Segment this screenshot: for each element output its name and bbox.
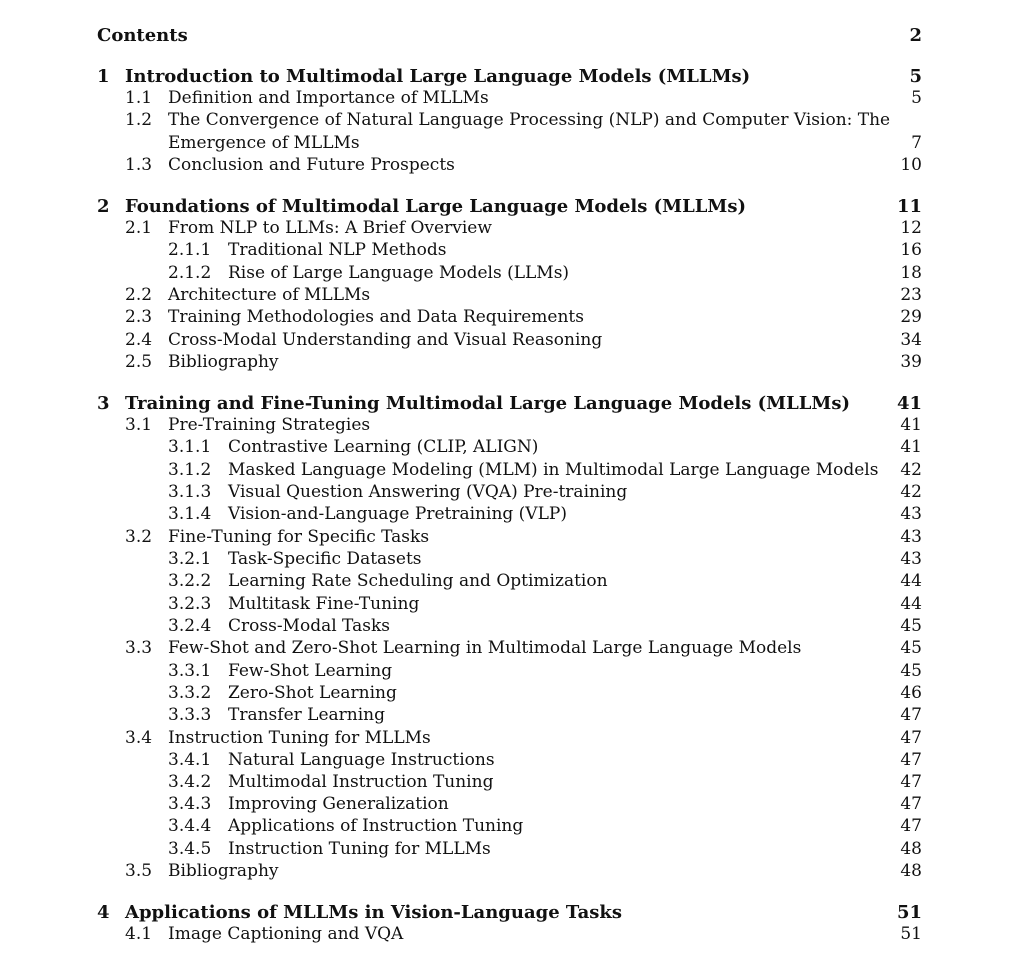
toc-page-number: 11: [896, 196, 922, 217]
toc-entry-title: Instruction Tuning for MLLMs: [168, 728, 431, 748]
toc-page-number: 45: [900, 661, 922, 681]
toc-page-number: 44: [900, 571, 922, 591]
toc-entry-title: Contrastive Learning (CLIP, ALIGN): [228, 437, 539, 457]
toc-entry-title: Applications of Instruction Tuning: [228, 816, 524, 836]
toc-entry-title: Definition and Importance of MLLMs: [168, 88, 489, 108]
toc-entry-number: 3.1.2: [168, 460, 212, 480]
toc-page-number: 5: [911, 88, 922, 108]
toc-chapter[interactable]: [97, 901, 922, 924]
toc-entry-number: 1.3: [125, 155, 153, 175]
toc-entry-number: 3.4: [125, 728, 153, 748]
toc-entry-title: Masked Language Modeling (MLM) in Multimodal Large Language Models: [228, 460, 879, 480]
toc-entry-title: Traditional NLP Methods: [228, 240, 447, 260]
toc-subsection[interactable]: [97, 793, 922, 816]
toc-chapter[interactable]: [97, 195, 922, 218]
toc-section[interactable]: [97, 109, 922, 132]
toc-entry-title: Fine-Tuning for Specific Tasks: [168, 527, 430, 547]
toc-section[interactable]: [97, 637, 922, 660]
toc-page-number: 5: [909, 66, 922, 87]
toc-page-number: 23: [900, 285, 922, 305]
toc-entry-title: Vision-and-Language Pretraining (VLP): [228, 504, 567, 524]
toc-page-number: 51: [896, 902, 922, 923]
toc-page-number: 34: [900, 330, 922, 350]
toc-entry-number: 2.2: [125, 285, 153, 305]
toc-entry-title: Architecture of MLLMs: [168, 285, 371, 305]
toc-entry-title: Rise of Large Language Models (LLMs): [228, 263, 570, 283]
toc-section[interactable]: [97, 154, 922, 177]
toc-subsection[interactable]: [97, 239, 922, 262]
toc-entry-number: 3.3.3: [168, 705, 212, 725]
toc-entry-title: Few-Shot and Zero-Shot Learning in Multimodal Large Language Models: [168, 638, 802, 658]
contents-title: Contents: [97, 25, 188, 46]
toc-entry-title: Applications of MLLMs in Vision-Language Tasks: [125, 902, 622, 923]
toc-page-number: 47: [900, 816, 922, 836]
toc-entry-title: Multitask Fine-Tuning: [228, 594, 420, 614]
toc-page-number: 47: [900, 705, 922, 725]
toc-entry-number: 3.3.1: [168, 661, 212, 681]
toc-entry-number: 3.2.3: [168, 594, 212, 614]
toc-page-number: 41: [896, 393, 922, 414]
toc-page-number: 10: [900, 155, 922, 175]
toc-subsection[interactable]: [97, 682, 922, 705]
toc-entry-number: 4.1: [125, 924, 153, 944]
toc-section[interactable]: [97, 860, 922, 883]
toc-entry-number: 3.4.2: [168, 772, 212, 792]
toc-entry-title: Image Captioning and VQA: [168, 924, 404, 944]
toc-subsection[interactable]: [97, 838, 922, 861]
toc-entry-number: 2.1: [125, 218, 153, 238]
toc-section[interactable]: [97, 727, 922, 750]
toc-subsection[interactable]: [97, 615, 922, 638]
toc-entry-number: 3.4.4: [168, 816, 212, 836]
toc-page-number: 44: [900, 594, 922, 614]
toc-entry-number: 3.2.1: [168, 549, 212, 569]
toc-page-number: 47: [900, 728, 922, 748]
toc-entry-number: 3.1.3: [168, 482, 212, 502]
toc-entry-number: 3.2: [125, 527, 153, 547]
toc-page-number: 47: [900, 794, 922, 814]
toc-entry-number: 2.5: [125, 352, 153, 372]
toc-page-number: 41: [900, 437, 922, 457]
toc-page-number: 7: [911, 133, 922, 153]
toc-entry-title: Improving Generalization: [228, 794, 449, 814]
toc-section-continuation[interactable]: [97, 132, 922, 155]
toc-page-number: 48: [900, 861, 922, 881]
toc-section[interactable]: [97, 526, 922, 549]
toc-entry-number: 3.1.1: [168, 437, 212, 457]
toc-section[interactable]: [97, 329, 922, 352]
toc-page-number: 42: [900, 482, 922, 502]
toc-page-number: 29: [900, 307, 922, 327]
toc-entry-number: 3.4.5: [168, 839, 212, 859]
toc-chapter[interactable]: [97, 65, 922, 88]
toc-entry-number: 2.4: [125, 330, 153, 350]
toc-entry-title: Learning Rate Scheduling and Optimization: [228, 571, 608, 591]
toc-page-number: 47: [900, 772, 922, 792]
toc-entry-number: 2: [97, 196, 110, 217]
toc-entry-number: 3.2.2: [168, 571, 212, 591]
toc-subsection[interactable]: [97, 593, 922, 616]
toc-page-number: 43: [900, 549, 922, 569]
toc-subsection[interactable]: [97, 548, 922, 571]
toc-section[interactable]: [97, 351, 922, 374]
toc-subsection[interactable]: [97, 704, 922, 727]
toc-page-number: 46: [900, 683, 922, 703]
toc-entry-number: 2.1.2: [168, 263, 212, 283]
toc-entry-title: Cross-Modal Tasks: [228, 616, 390, 636]
toc-page-number: 43: [900, 527, 922, 547]
toc-page-number: 42: [900, 460, 922, 480]
toc-page-number: 41: [900, 415, 922, 435]
toc-chapter[interactable]: [97, 392, 922, 415]
toc-entry-number: 1: [97, 66, 110, 87]
toc-section[interactable]: [97, 284, 922, 307]
contents-page-number: 2: [909, 25, 922, 46]
toc-entry-number: 3.1: [125, 415, 153, 435]
toc-entry-number: 3: [97, 393, 110, 414]
toc-page-number: 45: [900, 638, 922, 658]
toc-entry-number: 3.3.2: [168, 683, 212, 703]
toc-entry-title: Few-Shot Learning: [228, 661, 393, 681]
toc-entry-title: Conclusion and Future Prospects: [168, 155, 455, 175]
toc-entry-number: 3.4.1: [168, 750, 212, 770]
toc-subsection[interactable]: [97, 481, 922, 504]
toc-entry-title: Bibliography: [168, 352, 279, 372]
toc-page-number: 12: [900, 218, 922, 238]
toc-section[interactable]: [97, 217, 922, 240]
toc-entry-title: Bibliography: [168, 861, 279, 881]
toc-entry-title: From NLP to LLMs: A Brief Overview: [168, 218, 492, 238]
toc-entry-title: Foundations of Multimodal Large Language Models (MLLMs): [125, 196, 746, 217]
toc-entry-number: 1.1: [125, 88, 153, 108]
toc-entry-number: 3.4.3: [168, 794, 212, 814]
toc-subsection[interactable]: [97, 771, 922, 794]
toc-entry-number: 3.3: [125, 638, 153, 658]
toc-entry-title: Multimodal Instruction Tuning: [228, 772, 494, 792]
toc-section[interactable]: [97, 87, 922, 110]
toc-entry-title: Cross-Modal Understanding and Visual Reasoning: [168, 330, 603, 350]
toc-section[interactable]: [97, 923, 922, 946]
toc-page-number: 51: [900, 924, 922, 944]
toc-subsection[interactable]: [97, 815, 922, 838]
toc-entry-number: 1.2: [125, 110, 153, 130]
toc-subsection[interactable]: [97, 570, 922, 593]
toc-entry-title: Transfer Learning: [228, 705, 385, 725]
toc-entry-title-continued: Emergence of MLLMs: [168, 133, 360, 153]
toc-entry-number: 3.1.4: [168, 504, 212, 524]
toc-subsection[interactable]: [97, 749, 922, 772]
toc-section[interactable]: [97, 306, 922, 329]
toc-entry-number: 3.5: [125, 861, 153, 881]
toc-entry-title: Instruction Tuning for MLLMs: [228, 839, 491, 859]
toc-entry-title: Task-Specific Datasets: [228, 549, 422, 569]
toc-entry-number: 2.1.1: [168, 240, 212, 260]
toc-entry-number: 4: [97, 902, 110, 923]
contents-heading: [97, 24, 922, 47]
toc-entry-title: Visual Question Answering (VQA) Pre-training: [228, 482, 628, 502]
toc-page-number: 39: [900, 352, 922, 372]
toc-subsection[interactable]: [97, 503, 922, 526]
toc-page-number: 47: [900, 750, 922, 770]
toc-entry-title: Training and Fine-Tuning Multimodal Large Language Models (MLLMs): [125, 393, 850, 414]
toc-subsection[interactable]: [97, 436, 922, 459]
toc-subsection[interactable]: [97, 459, 922, 482]
toc-subsection[interactable]: [97, 660, 922, 683]
toc-page-number: 48: [900, 839, 922, 859]
toc-page-number: 43: [900, 504, 922, 524]
toc-entry-title: Natural Language Instructions: [228, 750, 495, 770]
toc-entry-title: Training Methodologies and Data Requirements: [168, 307, 584, 327]
toc-subsection[interactable]: [97, 262, 922, 285]
toc-entry-title: Zero-Shot Learning: [228, 683, 397, 703]
toc-page-number: 18: [900, 263, 922, 283]
toc-entry-title: Introduction to Multimodal Large Language Models (MLLMs): [125, 66, 751, 87]
toc-entry-number: 2.3: [125, 307, 153, 327]
toc-entry-title: Pre-Training Strategies: [168, 415, 371, 435]
toc-page-number: 16: [900, 240, 922, 260]
toc-entry-title: The Convergence of Natural Language Processing (NLP) and Computer Vision: The: [168, 110, 891, 130]
toc-entry-number: 3.2.4: [168, 616, 212, 636]
toc-section[interactable]: [97, 414, 922, 437]
toc-page-number: 45: [900, 616, 922, 636]
